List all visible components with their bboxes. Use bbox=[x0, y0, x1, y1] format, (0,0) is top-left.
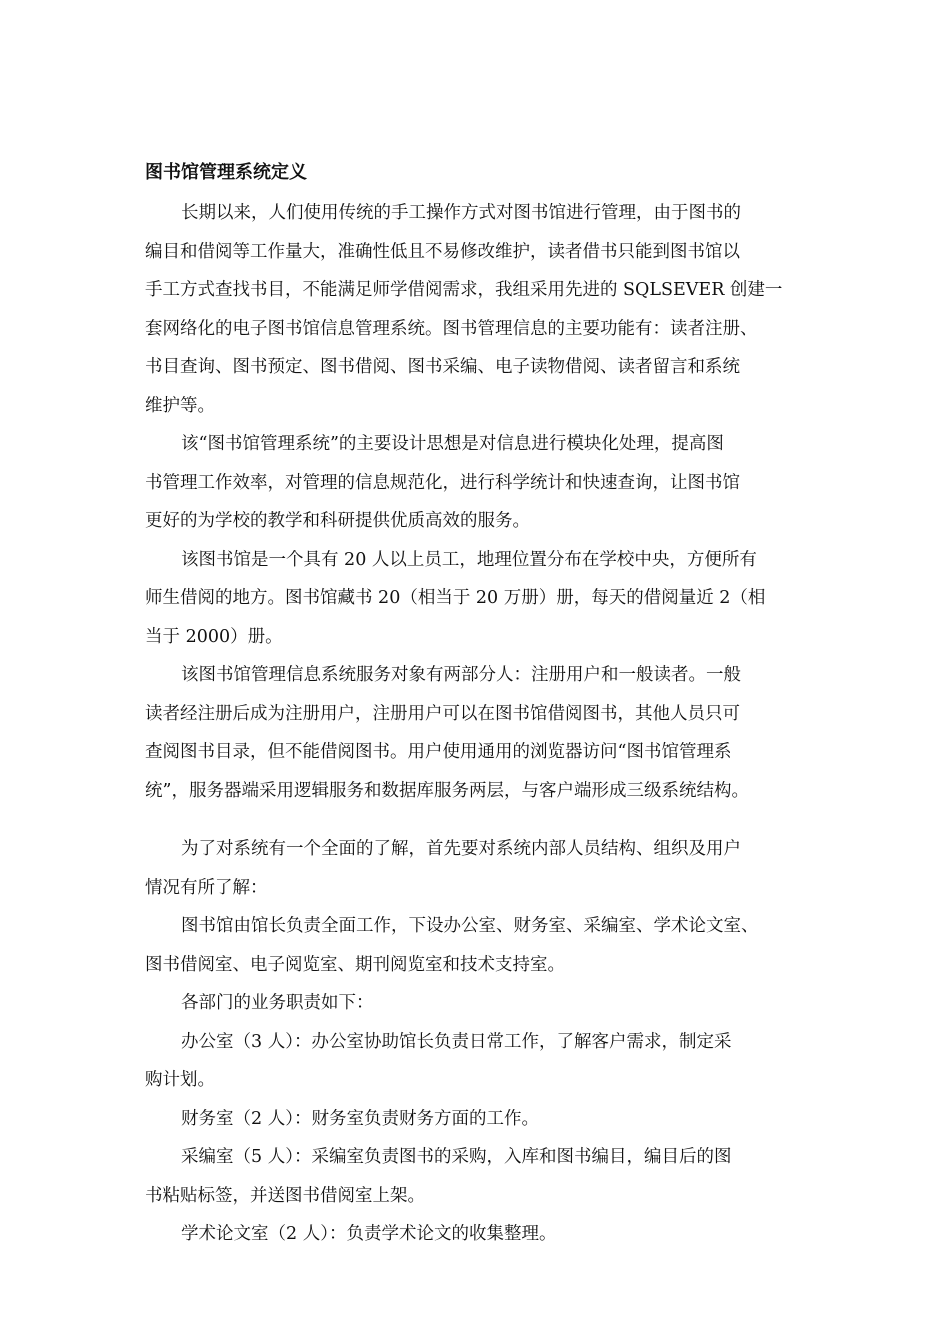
paragraph bbox=[145, 1215, 805, 1254]
text-line: 图书借阅室、电子阅览室、期刊阅览室和技术支持室。 bbox=[145, 954, 565, 975]
text-line: 读者经注册后成为注册用户，注册用户可以在图书馆借阅图书，其他人员只可 bbox=[145, 703, 740, 724]
text-line: 套网络化的电子图书馆信息管理系统。图书管理信息的主要功能有：读者注册、 bbox=[145, 318, 758, 339]
text-line: 编目和借阅等工作量大，准确性低且不易修改维护，读者借书只能到图书馆以 bbox=[145, 241, 740, 262]
text-line: 当于 2000）册。 bbox=[145, 626, 283, 647]
paragraph bbox=[145, 194, 805, 425]
paragraph bbox=[145, 830, 805, 907]
text-line: 该图书馆是一个具有 20 人以上员工，地理位置分布在学校中央，方便所有 bbox=[181, 549, 757, 570]
text-line: 办公室（3 人）：办公室协助馆长负责日常工作，了解客户需求，制定采 bbox=[181, 1031, 732, 1052]
text-line: 手工方式查找书目，不能满足师学借阅需求，我组采用先进的 SQLSEVER 创建一 bbox=[145, 280, 783, 300]
text-line: 该图书馆管理信息系统服务对象有两部分人：注册用户和一般读者。一般 bbox=[181, 665, 741, 685]
text-line: 书管理工作效率，对管理的信息规范化，进行科学统计和快速查询，让图书馆 bbox=[145, 472, 740, 493]
text-line: 书粘贴标签，并送图书借阅室上架。 bbox=[145, 1185, 425, 1206]
document-title: 图书馆管理系统定义 bbox=[145, 162, 307, 183]
paragraph bbox=[145, 1138, 805, 1215]
text-line: 各部门的业务职责如下： bbox=[181, 993, 374, 1013]
text-line: 更好的为学校的教学和科研提供优质高效的服务。 bbox=[145, 511, 530, 531]
text-line: 购计划。 bbox=[145, 1070, 215, 1090]
text-line: 情况有所了解： bbox=[145, 877, 268, 898]
text-line: 长期以来，人们使用传统的手工操作方式对图书馆进行管理，由于图书的 bbox=[181, 203, 741, 223]
text-line: 该“图书馆管理系统”的主要设计思想是对信息进行模块化处理，提高图 bbox=[181, 434, 724, 454]
text-line: 统”，服务器端采用逻辑服务和数据库服务两层，与客户端形成三级系统结构。 bbox=[145, 780, 749, 801]
paragraph-gap bbox=[145, 810, 805, 830]
document-body bbox=[145, 194, 805, 1254]
text-line: 维护等。 bbox=[145, 395, 215, 416]
text-line: 书目查询、图书预定、图书借阅、图书采编、电子读物借阅、读者留言和系统 bbox=[145, 357, 740, 377]
paragraph bbox=[145, 1100, 805, 1139]
text-line: 图书馆由馆长负责全面工作，下设办公室、财务室、采编室、学术论文室、 bbox=[181, 916, 759, 936]
paragraph bbox=[145, 425, 805, 541]
text-line: 师生借阅的地方。图书馆藏书 20（相当于 20 万册）册，每天的借阅量近 2（相 bbox=[145, 588, 766, 608]
text-line: 采编室（5 人）：采编室负责图书的采购，入库和图书编目，编目后的图 bbox=[181, 1147, 732, 1167]
paragraph bbox=[145, 984, 805, 1023]
text-line: 财务室（2 人）：财务室负责财务方面的工作。 bbox=[181, 1108, 539, 1129]
text-line: 学术论文室（2 人）：负责学术论文的收集整理。 bbox=[181, 1224, 557, 1244]
text-line: 查阅图书目录，但不能借阅图书。用户使用通用的浏览器访问“图书馆管理系 bbox=[145, 742, 732, 762]
paragraph bbox=[145, 541, 805, 657]
paragraph bbox=[145, 656, 805, 810]
paragraph bbox=[145, 907, 805, 984]
text-line: 为了对系统有一个全面的了解，首先要对系统内部人员结构、组织及用户 bbox=[181, 839, 741, 859]
paragraph bbox=[145, 1023, 805, 1100]
